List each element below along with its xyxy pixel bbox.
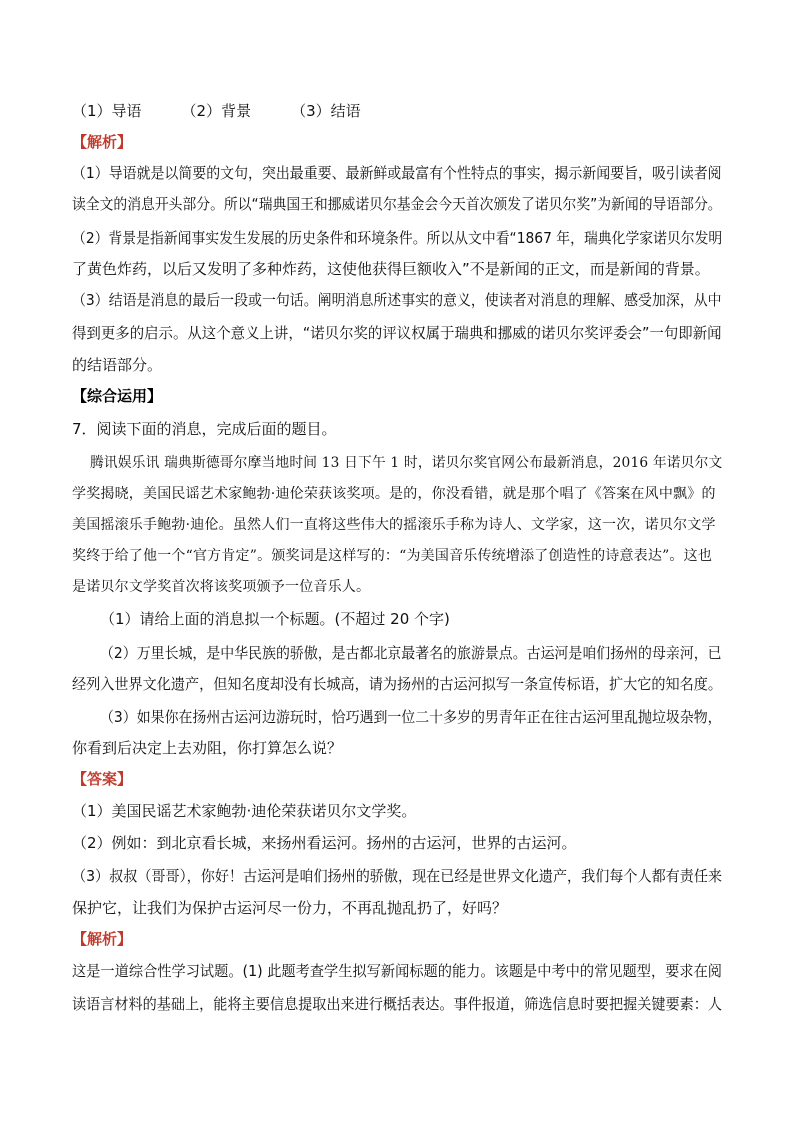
analysis-line: 读语言材料的基础上，能将主要信息提取出来进行概括表达。事件报道，筛选信息时要把握关键要素：人 [72,995,722,1013]
sub-question: （2）万里长城，是中华民族的骄傲，是古都北京最著名的旅游景点。古运河是咱们扬州的母亲河，已 [100,644,722,662]
sub-question: 你看到后决定上去劝阻，你打算怎么说？ [72,739,343,757]
answer-line: 保护它，让我们为保护古运河尽一份力，不再乱抛乱扔了，好吗？ [72,899,508,917]
answer-3: （3）结语 [291,102,361,120]
analysis-line: （2）背景是指新闻事实发生发展的历史条件和环境条件。所以从文中看“1867 年，瑞典化学家诺贝尔发明 [72,229,723,247]
answer-2: （2）背景 [181,102,252,120]
analysis-line: 的结语部分。 [72,356,163,374]
analysis-heading-1: 【解析】 [72,133,133,151]
sub-question: （3）如果你在扬州古运河边游玩时，恰巧遇到一位二十多岁的男青年正在往古运河里乱抛垃圾杂物， [100,708,722,726]
analysis-line: （3）结语是消息的最后一段或一句话。阐明消息所述事实的意义，使读者对消息的理解、感受加深，从中 [72,291,722,309]
analysis-line: 得到更多的启示。从这个意义上讲，“诺贝尔奖的评议权属于瑞典和挪威的诺贝尔奖评委会”一句即新闻 [72,324,722,342]
answer-line: （3）叔叔（哥哥），你好！古运河是咱们扬州的骄傲，现在已经是世界文化遗产，我们每个人都有责任来 [72,867,723,885]
analysis-line: 读全文的消息开头部分。所以“瑞典国王和挪威诺贝尔基金会今天首次颁发了诺贝尔奖”为新闻的导语部分。 [72,195,722,213]
answer-1: （1）导语 [72,102,142,120]
answer-heading: 【答案】 [72,770,133,788]
section-heading-comprehensive: 【综合运用】 [72,387,163,405]
answers-row [72,101,361,121]
analysis-heading-2: 【解析】 [72,930,133,948]
question-title: 7．阅读下面的消息，完成后面的题目。 [72,420,337,438]
passage-line: 美国摇滚乐手鲍勃·迪伦。虽然人们一直将这些伟大的摇滚乐手称为诗人、文学家，这一次，诺贝尔文学 [72,517,716,533]
analysis-line: 这是一道综合性学习试题。(1) 此题考查学生拟写新闻标题的能力。该题是中考中的常见题型，要求在阅 [72,962,723,980]
sub-question: 经列入世界文化遗产，但知名度却没有长城高，请为扬州的古运河拟写一条宣传标语，扩大它的知名度。 [72,675,722,693]
sub-question: （1）请给上面的消息拟一个标题。(不超过 20 个字) [100,610,450,628]
answer-line: （1）美国民谣艺术家鲍勃·迪伦荣获诺贝尔文学奖。 [72,802,417,820]
passage-line: 是诺贝尔文学奖首次将该奖项颁予一位音乐人。 [72,579,371,595]
passage-line: 奖终于给了他一个“官方肯定”。颁奖词是这样写的：“为美国音乐传统增添了创造性的诗意表达”。这也 [72,548,713,564]
passage-line: 学奖揭晓，美国民谣艺术家鲍勃·迪伦荣获该奖项。是的，你没看错，就是那个唱了《答案在风中飘》的 [72,486,716,502]
analysis-line: （1）导语就是以简要的文句，突出最重要、最新鲜或最富有个性特点的事实，揭示新闻要旨，吸引读者阅 [72,164,722,182]
analysis-line: 了黄色炸药，以后又发明了多种炸药，这使他获得巨额收入”不是新闻的正文，而是新闻的背景。 [72,260,710,278]
passage-line: 腾讯娱乐讯 瑞典斯德哥尔摩当地时间 13 日下午 1 时，诺贝尔奖官网公布最新消息，2016 年诺贝尔文 [90,455,723,471]
answer-line: （2）例如：到北京看长城，来扬州看运河。扬州的古运河，世界的古运河。 [72,834,577,852]
